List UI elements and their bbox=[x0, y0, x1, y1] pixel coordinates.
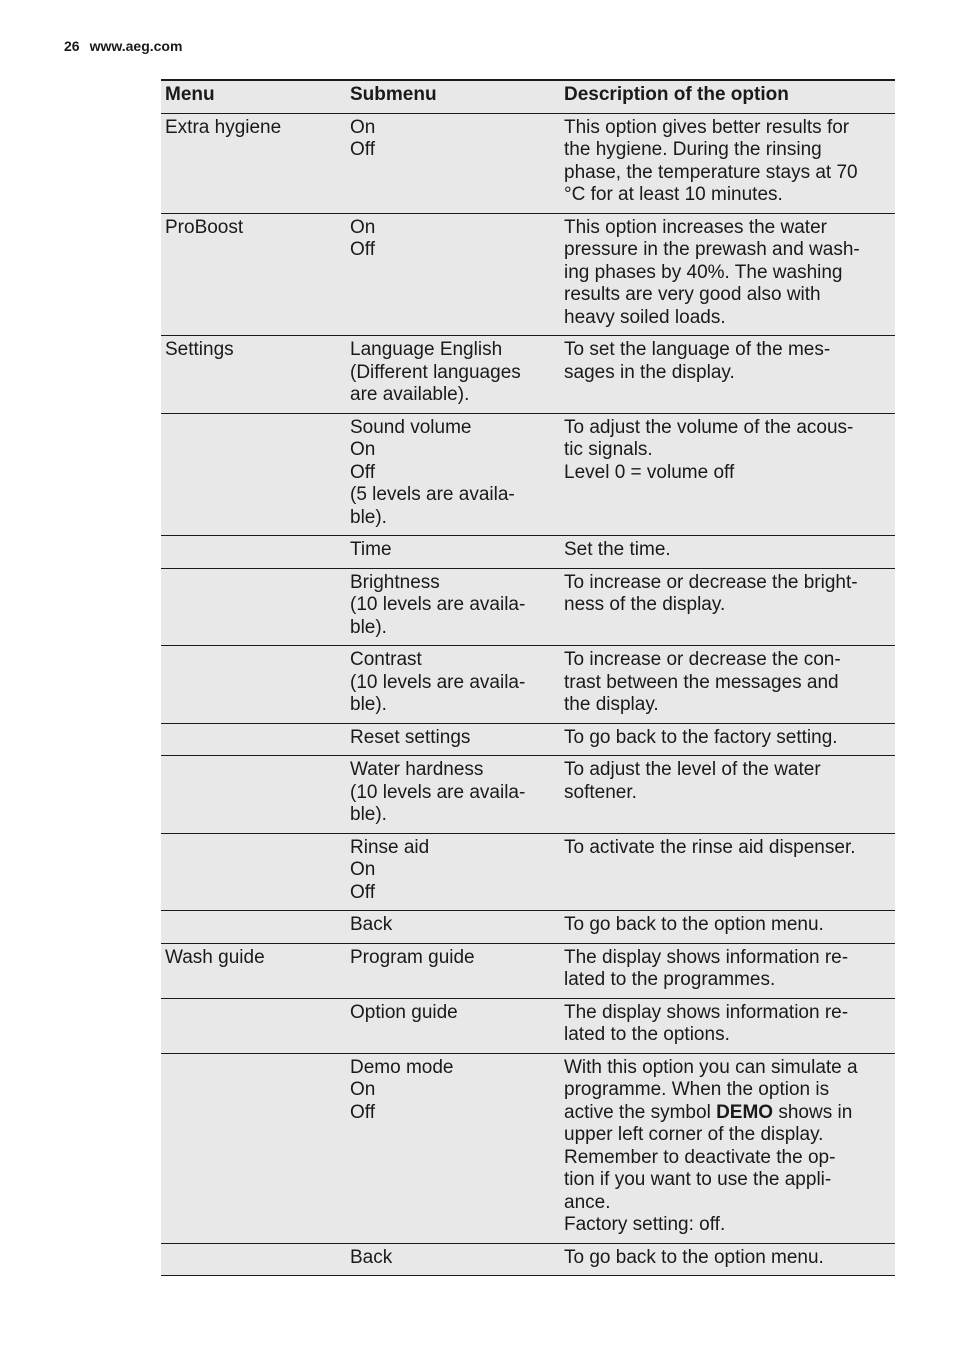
description-line: To activate the rinse aid dispenser. bbox=[564, 836, 856, 858]
description-line: Level 0 = volume off bbox=[564, 461, 735, 483]
submenu-line: Time bbox=[350, 539, 392, 560]
description-line: heavy soiled loads. bbox=[564, 306, 726, 328]
website-url: www.aeg.com bbox=[89, 38, 183, 54]
menu-cell bbox=[161, 723, 346, 756]
description-cell bbox=[560, 833, 895, 911]
description-line: To adjust the level of the water bbox=[564, 759, 821, 780]
submenu-cell bbox=[346, 833, 560, 911]
menu-cell bbox=[161, 536, 346, 569]
submenu-line: Off bbox=[350, 139, 375, 160]
table-row bbox=[161, 646, 895, 724]
submenu-line: On bbox=[350, 1079, 376, 1100]
submenu-line: Rinse aid bbox=[350, 836, 430, 858]
submenu-line: Off bbox=[350, 1101, 375, 1123]
description-line: lated to the options. bbox=[564, 1024, 730, 1045]
submenu-cell bbox=[346, 336, 560, 414]
submenu-line: (10 levels are availa- bbox=[350, 671, 526, 693]
description-line: To adjust the volume of the acous- bbox=[564, 416, 854, 438]
table-row bbox=[161, 911, 895, 944]
submenu-line: Sound volume bbox=[350, 416, 472, 438]
table-row bbox=[161, 943, 895, 998]
description-text: shows in bbox=[773, 1101, 853, 1123]
column-header-submenu: Submenu bbox=[346, 80, 560, 113]
table-row bbox=[161, 998, 895, 1053]
menu-cell: Settings bbox=[165, 339, 234, 360]
description-line: With this option you can simulate a bbox=[564, 1056, 858, 1078]
page-header bbox=[64, 38, 182, 54]
menu-cell bbox=[161, 413, 346, 536]
submenu-line: On bbox=[350, 439, 376, 460]
table-row bbox=[161, 1053, 895, 1243]
description-cell bbox=[560, 943, 895, 998]
submenu-cell bbox=[346, 1053, 560, 1243]
submenu-cell bbox=[346, 113, 560, 213]
description-line: ance. bbox=[564, 1191, 611, 1213]
description-cell bbox=[560, 646, 895, 724]
description-line: To go back to the factory setting. bbox=[564, 726, 838, 748]
table-header-row bbox=[161, 80, 895, 113]
description-line: results are very good also with bbox=[564, 284, 821, 305]
description-cell bbox=[560, 756, 895, 834]
submenu-cell bbox=[346, 943, 560, 998]
submenu-line: ble). bbox=[350, 804, 387, 825]
description-cell bbox=[560, 113, 895, 213]
demo-keyword: DEMO bbox=[716, 1101, 774, 1123]
page-number: 26 bbox=[64, 38, 80, 54]
description-line: Set the time. bbox=[564, 539, 671, 560]
description-line: the display. bbox=[564, 694, 659, 715]
description-cell bbox=[560, 1243, 895, 1276]
table-row bbox=[161, 413, 895, 536]
submenu-line: ble). bbox=[350, 506, 387, 528]
description-cell bbox=[560, 568, 895, 646]
submenu-cell bbox=[346, 723, 560, 756]
description-line: trast between the messages and bbox=[564, 671, 839, 693]
column-header-description: Description of the option bbox=[560, 80, 895, 113]
description-line: Factory setting: off. bbox=[564, 1214, 726, 1235]
description-line: The display shows information re- bbox=[564, 946, 849, 968]
submenu-line: (10 levels are availa- bbox=[350, 781, 526, 803]
submenu-line: Brightness bbox=[350, 571, 440, 593]
submenu-cell bbox=[346, 998, 560, 1053]
menu-cell: ProBoost bbox=[165, 216, 244, 238]
submenu-line: Demo mode bbox=[350, 1056, 454, 1078]
description-cell bbox=[560, 1053, 895, 1243]
menu-cell bbox=[161, 998, 346, 1053]
submenu-line: (5 levels are availa- bbox=[350, 484, 515, 505]
submenu-line: Reset settings bbox=[350, 726, 471, 748]
description-cell bbox=[560, 413, 895, 536]
submenu-line: (Different languages bbox=[350, 361, 521, 383]
submenu-line: On bbox=[350, 216, 376, 238]
description-line: tic signals. bbox=[564, 439, 653, 460]
submenu-line: On bbox=[350, 859, 376, 880]
submenu-line: Off bbox=[350, 881, 375, 903]
table-row bbox=[161, 723, 895, 756]
submenu-line: Option guide bbox=[350, 1001, 458, 1023]
menu-options-table bbox=[161, 79, 895, 1276]
description-line: To go back to the option menu. bbox=[564, 914, 824, 935]
table-row bbox=[161, 756, 895, 834]
submenu-line: Back bbox=[350, 1246, 393, 1268]
submenu-line: Program guide bbox=[350, 946, 475, 968]
submenu-cell bbox=[346, 568, 560, 646]
description-line: the hygiene. During the rinsing bbox=[564, 139, 822, 160]
submenu-line: Off bbox=[350, 461, 375, 483]
submenu-line: Back bbox=[350, 914, 393, 935]
description-cell bbox=[560, 336, 895, 414]
description-text: active the symbol bbox=[564, 1101, 717, 1123]
submenu-line: (10 levels are availa- bbox=[350, 594, 526, 615]
description-cell bbox=[560, 911, 895, 944]
table-row bbox=[161, 568, 895, 646]
menu-cell bbox=[161, 833, 346, 911]
description-line: phase, the temperature stays at 70 bbox=[564, 161, 858, 183]
description-cell bbox=[560, 998, 895, 1053]
menu-cell bbox=[161, 911, 346, 944]
description-line: The display shows information re- bbox=[564, 1001, 849, 1023]
submenu-line: Water hardness bbox=[350, 759, 484, 780]
table-row bbox=[161, 113, 895, 213]
submenu-line: Off bbox=[350, 239, 375, 260]
menu-cell bbox=[161, 646, 346, 724]
submenu-line: Contrast bbox=[350, 649, 422, 670]
menu-cell: Wash guide bbox=[165, 946, 265, 968]
description-line: °C for at least 10 minutes. bbox=[564, 184, 783, 205]
menu-cell bbox=[161, 1053, 346, 1243]
description-cell bbox=[560, 536, 895, 569]
description-cell bbox=[560, 723, 895, 756]
description-line: To set the language of the mes- bbox=[564, 339, 831, 360]
submenu-cell bbox=[346, 536, 560, 569]
submenu-line: Language English bbox=[350, 339, 503, 360]
description-line bbox=[564, 1102, 891, 1125]
table-row bbox=[161, 833, 895, 911]
description-line: To go back to the option menu. bbox=[564, 1246, 824, 1268]
column-header-menu: Menu bbox=[161, 80, 346, 113]
submenu-cell bbox=[346, 911, 560, 944]
table-row bbox=[161, 1243, 895, 1276]
description-line: ing phases by 40%. The washing bbox=[564, 261, 843, 283]
table-row bbox=[161, 336, 895, 414]
description-line: Remember to deactivate the op- bbox=[564, 1146, 836, 1168]
description-line: upper left corner of the display. bbox=[564, 1124, 824, 1145]
menu-cell bbox=[161, 756, 346, 834]
submenu-line: are available). bbox=[350, 384, 470, 405]
description-line: sages in the display. bbox=[564, 361, 735, 383]
submenu-line: ble). bbox=[350, 616, 387, 638]
submenu-cell bbox=[346, 646, 560, 724]
description-line: ness of the display. bbox=[564, 594, 726, 615]
description-line: To increase or decrease the bright- bbox=[564, 571, 858, 593]
description-line: tion if you want to use the appli- bbox=[564, 1169, 832, 1190]
description-line: This option increases the water bbox=[564, 216, 827, 238]
description-cell bbox=[560, 213, 895, 336]
menu-cell bbox=[161, 1243, 346, 1276]
description-line: lated to the programmes. bbox=[564, 969, 776, 990]
description-line: This option gives better results for bbox=[564, 116, 850, 138]
submenu-cell bbox=[346, 756, 560, 834]
submenu-cell bbox=[346, 1243, 560, 1276]
description-line: To increase or decrease the con- bbox=[564, 649, 841, 670]
table-row bbox=[161, 213, 895, 336]
description-line: pressure in the prewash and wash- bbox=[564, 239, 860, 260]
submenu-line: ble). bbox=[350, 694, 387, 715]
submenu-cell bbox=[346, 413, 560, 536]
menu-cell bbox=[161, 568, 346, 646]
submenu-line: On bbox=[350, 116, 376, 138]
submenu-cell bbox=[346, 213, 560, 336]
description-line: programme. When the option is bbox=[564, 1079, 830, 1100]
table-row bbox=[161, 536, 895, 569]
menu-cell: Extra hygiene bbox=[165, 116, 282, 138]
description-line: softener. bbox=[564, 781, 637, 803]
